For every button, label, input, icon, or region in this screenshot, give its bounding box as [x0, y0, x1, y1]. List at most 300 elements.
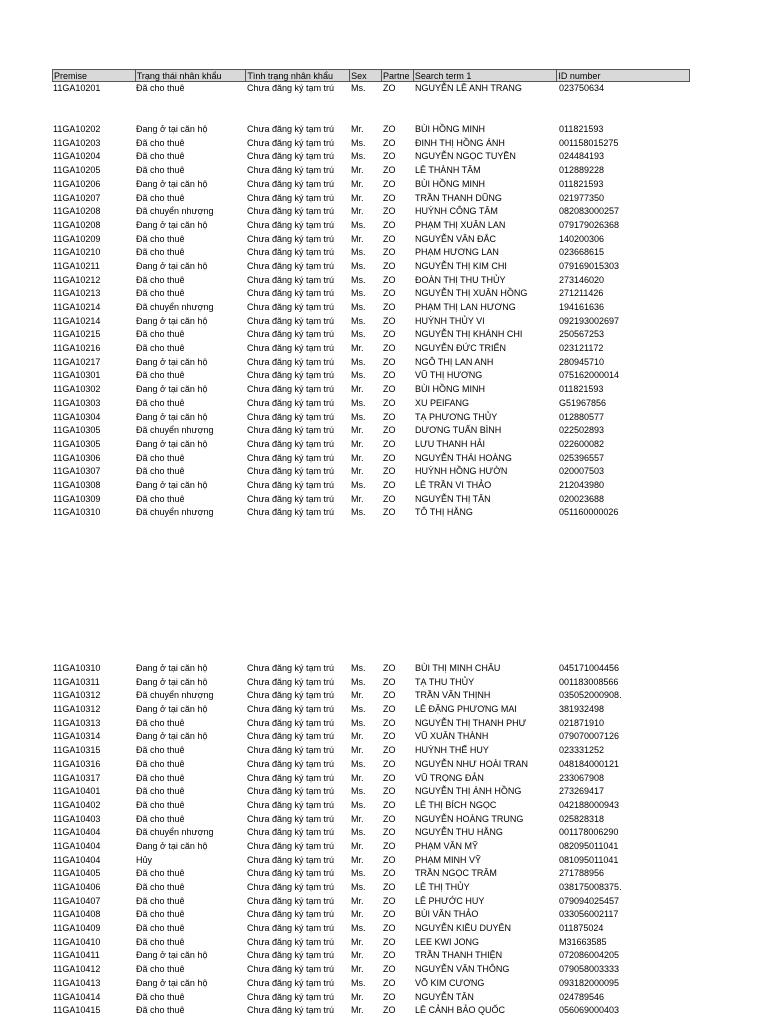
residency-status-cell: Đã cho thuê: [136, 786, 185, 797]
name-cell: XU PEIFANG: [415, 397, 470, 408]
registration-status-cell: Chưa đăng ký tạm trú: [247, 124, 335, 135]
residency-status-cell: Đã cho thuê: [136, 397, 185, 408]
table-row: [52, 922, 690, 936]
table-row: [52, 936, 690, 950]
id-number-cell: 079070007126: [559, 731, 620, 742]
registration-status-cell: Chưa đăng ký tạm trú: [247, 438, 335, 449]
id-number-cell: 020007503: [559, 466, 605, 477]
sex-cell: Mr.: [351, 895, 364, 906]
sex-cell: Mr.: [351, 991, 364, 1002]
registration-status-cell: Chưa đăng ký tạm trú: [247, 909, 335, 920]
registration-status-cell: Chưa đăng ký tạm trú: [247, 964, 335, 975]
premise-cell: 11GA10411: [53, 950, 100, 961]
table-row: [52, 301, 690, 315]
table-row: [52, 813, 690, 827]
id-number-cell: 042188000943: [559, 799, 620, 810]
id-number-cell: 082095011041: [559, 840, 619, 851]
sex-cell: Mr.: [351, 731, 364, 742]
premise-cell: 11GA10217: [53, 356, 101, 367]
table-row: [52, 178, 690, 192]
registration-status-cell: Chưa đăng ký tạm trú: [247, 260, 335, 271]
registration-status-cell: Chưa đăng ký tạm trú: [247, 233, 335, 244]
premise-cell: 11GA10308: [53, 479, 101, 490]
name-cell: VŨ TRỌNG ĐẢN: [415, 772, 484, 783]
premise-cell: 11GA10211: [53, 260, 100, 271]
name-cell: NGUYỄN THỊ THANH PHƯ: [415, 717, 527, 728]
table-row: [52, 438, 690, 452]
id-number-cell: G51967856: [559, 397, 607, 408]
sex-cell: Mr.: [351, 772, 364, 783]
premise-cell: 11GA10404: [53, 827, 101, 838]
sex-cell: Mr.: [351, 466, 364, 477]
partner-cell: ZO: [383, 288, 396, 299]
registration-status-cell: Chưa đăng ký tạm trú: [247, 151, 335, 162]
table-row: [52, 219, 690, 233]
table-row: [52, 867, 690, 881]
table-row: [52, 949, 690, 963]
id-number-cell: 250567253: [559, 329, 605, 340]
name-cell: BÙI HỒNG MINH: [415, 178, 486, 189]
partner-cell: ZO: [383, 1005, 396, 1016]
table-row: [52, 1004, 690, 1018]
registration-status-cell: Chưa đăng ký tạm trú: [247, 165, 335, 176]
residency-status-cell: Đang ở tại căn hộ: [136, 260, 208, 271]
partner-cell: ZO: [383, 233, 396, 244]
premise-cell: 11GA10310: [53, 663, 101, 673]
name-cell: DƯƠNG TUẤN BÌNH: [415, 425, 502, 436]
registration-status-cell: Chưa đăng ký tạm trú: [247, 758, 335, 769]
sex-cell: Mr.: [351, 384, 364, 395]
id-number-cell: 011875024: [559, 923, 604, 934]
sex-cell: Mr.: [351, 690, 364, 701]
premise-cell: 11GA10302: [53, 384, 101, 395]
id-number-cell: 056069000403: [559, 1005, 620, 1016]
name-cell: TRẦN THANH THIỆN: [415, 950, 503, 961]
id-number-cell: 194161636: [559, 302, 605, 312]
name-cell: NGÔ THỊ LAN ANH: [415, 356, 494, 367]
sex-cell: Mr.: [351, 745, 364, 756]
residency-status-cell: Đã cho thuê: [136, 83, 185, 93]
partner-cell: ZO: [383, 260, 396, 271]
sex-cell: Mr.: [351, 964, 364, 975]
premise-cell: 11GA10412: [53, 964, 101, 975]
id-number-cell: 021871910: [559, 717, 605, 728]
name-cell: HUỲNH HỒNG HƯỜN: [415, 466, 508, 477]
premise-cell: 11GA10315: [53, 745, 101, 756]
sex-cell: Ms.: [351, 247, 366, 258]
sex-cell: Mr.: [351, 854, 364, 865]
name-cell: LEE KWI JONG: [415, 936, 480, 947]
partner-cell: ZO: [383, 909, 396, 920]
partner-cell: ZO: [383, 83, 396, 93]
premise-cell: 11GA10404: [53, 840, 101, 851]
partner-cell: ZO: [383, 950, 396, 961]
blank-row: [52, 109, 690, 123]
name-cell: ĐINH THỊ HỒNG ÁNH: [415, 137, 505, 148]
id-number-cell: 093182000095: [559, 977, 620, 988]
sex-cell: Mr.: [351, 233, 364, 244]
id-number-cell: 079169015303: [559, 260, 620, 271]
sex-cell: Mr.: [351, 813, 364, 824]
sex-cell: Mr.: [351, 165, 364, 176]
sex-cell: Ms.: [351, 151, 366, 162]
premise-cell: 11GA10305: [53, 425, 101, 436]
residency-status-cell: Đang ở tại căn hộ: [136, 219, 208, 230]
header-premise: Premise: [53, 70, 136, 81]
partner-cell: ZO: [383, 479, 396, 490]
registration-status-cell: Chưa đăng ký tạm trú: [247, 704, 335, 715]
premise-cell: 11GA10208: [53, 219, 101, 230]
registration-status-cell: Chưa đăng ký tạm trú: [247, 83, 335, 93]
name-cell: NGUYỄN THỊ TÂN: [415, 493, 491, 504]
spreadsheet-block-1: [52, 69, 690, 520]
premise-cell: 11GA10317: [53, 772, 101, 783]
name-cell: BÙI HỒNG MINH: [415, 124, 486, 135]
partner-cell: ZO: [383, 438, 396, 449]
id-number-cell: 001183008566: [559, 676, 619, 687]
table-row: [52, 246, 690, 260]
id-number-cell: 038175008375.: [559, 882, 622, 892]
residency-status-cell: Đã cho thuê: [136, 923, 185, 934]
name-cell: NGUYỄN HOÀNG TRUNG: [415, 813, 524, 824]
table-row: [52, 881, 690, 895]
residency-status-cell: Đã cho thuê: [136, 758, 185, 769]
residency-status-cell: Đã cho thuê: [136, 936, 185, 947]
table-row: [52, 123, 690, 137]
name-cell: LÊ TRẦN VI THẢO: [415, 479, 492, 490]
residency-status-cell: Đã cho thuê: [136, 493, 185, 504]
id-number-cell: 075162000014: [559, 370, 620, 381]
partner-cell: ZO: [383, 165, 396, 176]
id-number-cell: 081095011041: [559, 854, 619, 865]
table-row: [52, 772, 690, 786]
registration-status-cell: Chưa đăng ký tạm trú: [247, 302, 335, 312]
premise-cell: 11GA10410: [53, 936, 101, 947]
name-cell: HUỲNH THỦY VI: [415, 315, 485, 326]
premise-cell: 11GA10403: [53, 813, 101, 824]
name-cell: VŨ XUÂN THÀNH: [415, 731, 489, 742]
name-cell: NGUYỄN NGỌC TUYỀN: [415, 151, 516, 162]
id-number-cell: 024484193: [559, 151, 605, 162]
registration-status-cell: Chưa đăng ký tạm trú: [247, 745, 335, 756]
id-number-cell: 140200306: [559, 233, 605, 244]
premise-cell: 11GA10401: [53, 786, 101, 797]
residency-status-cell: Đã chuyển nhượng: [136, 827, 214, 838]
table-row: [52, 744, 690, 758]
table-row: [52, 977, 690, 991]
residency-status-cell: Đã cho thuê: [136, 288, 185, 299]
premise-cell: 11GA10202: [53, 124, 101, 135]
name-cell: NGUYỄN THU HẰNG: [415, 827, 503, 838]
partner-cell: ZO: [383, 247, 396, 258]
table-row: [52, 689, 690, 703]
header-sex: Sex: [350, 70, 382, 81]
sex-cell: Mr.: [351, 452, 364, 463]
id-number-cell: 092193002697: [559, 315, 620, 326]
registration-status-cell: Chưa đăng ký tạm trú: [247, 343, 335, 354]
residency-status-cell: Đã cho thuê: [136, 247, 185, 258]
id-number-cell: 271211426: [559, 288, 604, 299]
id-number-cell: 273269417: [559, 786, 605, 797]
id-number-cell: 212043980: [559, 479, 605, 490]
residency-status-cell: Đã cho thuê: [136, 329, 185, 340]
registration-status-cell: Chưa đăng ký tạm trú: [247, 840, 335, 851]
partner-cell: ZO: [383, 206, 396, 217]
premise-cell: 11GA10306: [53, 452, 101, 463]
registration-status-cell: Chưa đăng ký tạm trú: [247, 219, 335, 230]
partner-cell: ZO: [383, 219, 396, 230]
table-row: [52, 662, 690, 676]
residency-status-cell: Đã cho thuê: [136, 137, 185, 148]
residency-status-cell: Đã cho thuê: [136, 452, 185, 463]
residency-status-cell: Đã cho thuê: [136, 909, 185, 920]
premise-cell: 11GA10307: [53, 466, 101, 477]
name-cell: LÊ CẢNH BẢO QUỐC: [415, 1005, 506, 1016]
id-number-cell: 271788956: [559, 868, 605, 879]
name-cell: TÔ THỊ HẰNG: [415, 507, 473, 518]
registration-status-cell: Chưa đăng ký tạm trú: [247, 991, 335, 1002]
name-cell: PHẠM THỊ XUÂN LAN: [415, 219, 506, 230]
premise-cell: 11GA10213: [53, 288, 101, 299]
id-number-cell: 079058003333: [559, 964, 620, 975]
table-row: [52, 854, 690, 868]
partner-cell: ZO: [383, 704, 396, 715]
partner-cell: ZO: [383, 690, 396, 701]
partner-cell: ZO: [383, 977, 396, 988]
id-number-cell: 011821593: [559, 124, 604, 135]
name-cell: PHẠM MINH VỸ: [415, 854, 482, 865]
sex-cell: Ms.: [351, 329, 366, 340]
partner-cell: ZO: [383, 302, 396, 312]
partner-cell: ZO: [383, 452, 396, 463]
id-number-cell: 051160000026: [559, 507, 619, 518]
premise-cell: 11GA10305: [53, 438, 101, 449]
name-cell: PHẠM VĂN MỸ: [415, 840, 479, 851]
name-cell: NGUYỄN KIỀU DUYÊN: [415, 923, 512, 934]
table-row: [52, 991, 690, 1005]
residency-status-cell: Đã chuyển nhượng: [136, 507, 214, 518]
residency-status-cell: Đang ở tại căn hộ: [136, 438, 208, 449]
sex-cell: Ms.: [351, 356, 366, 367]
premise-cell: 11GA10312: [53, 704, 101, 715]
premise-cell: 11GA10405: [53, 868, 101, 879]
premise-cell: 11GA10206: [53, 178, 101, 189]
partner-cell: ZO: [383, 151, 396, 162]
premise-cell: 11GA10212: [53, 274, 101, 285]
name-cell: NGUYỄN TÂN: [415, 991, 474, 1002]
id-number-cell: 023750634: [559, 83, 605, 93]
residency-status-cell: Đã cho thuê: [136, 745, 185, 756]
residency-status-cell: Đã cho thuê: [136, 1005, 185, 1016]
name-cell: TRẦN NGỌC TRÂM: [415, 868, 497, 879]
sex-cell: Ms.: [351, 137, 366, 148]
table-row: [52, 164, 690, 178]
residency-status-cell: Đang ở tại căn hộ: [136, 977, 208, 988]
sex-cell: Ms.: [351, 302, 366, 312]
premise-cell: 11GA10201: [53, 83, 101, 93]
sex-cell: Ms.: [351, 479, 366, 490]
sex-cell: Mr.: [351, 178, 364, 189]
partner-cell: ZO: [383, 731, 396, 742]
registration-status-cell: Chưa đăng ký tạm trú: [247, 288, 335, 299]
residency-status-cell: Đang ở tại căn hộ: [136, 124, 208, 135]
sex-cell: Ms.: [351, 315, 366, 326]
name-cell: LÊ PHƯỚC HUY: [415, 895, 485, 906]
partner-cell: ZO: [383, 124, 396, 135]
residency-status-cell: Đang ở tại căn hộ: [136, 384, 208, 395]
registration-status-cell: Chưa đăng ký tạm trú: [247, 137, 335, 148]
partner-cell: ZO: [383, 507, 396, 518]
sex-cell: Mr.: [351, 192, 364, 203]
name-cell: NGUYỄN THÁI HOÀNG: [415, 452, 512, 463]
residency-status-cell: Đang ở tại căn hộ: [136, 676, 208, 687]
partner-cell: ZO: [383, 343, 396, 354]
partner-cell: ZO: [383, 411, 396, 422]
name-cell: TRẦN VĂN THỊNH: [415, 690, 491, 701]
id-number-cell: 021977350: [559, 192, 605, 203]
id-number-cell: 023668615: [559, 247, 605, 258]
registration-status-cell: Chưa đăng ký tạm trú: [247, 1005, 335, 1016]
table-row: [52, 137, 690, 151]
table-header-row: [52, 69, 690, 82]
partner-cell: ZO: [383, 425, 396, 436]
partner-cell: ZO: [383, 274, 396, 285]
premise-cell: 11GA10215: [53, 329, 101, 340]
residency-status-cell: Hủy: [136, 854, 153, 865]
residency-status-cell: Đã cho thuê: [136, 370, 185, 381]
table-row: [52, 150, 690, 164]
partner-cell: ZO: [383, 786, 396, 797]
sex-cell: Mr.: [351, 936, 364, 947]
residency-status-cell: Đã cho thuê: [136, 151, 185, 162]
residency-status-cell: Đang ở tại căn hộ: [136, 356, 208, 367]
sex-cell: Ms.: [351, 260, 366, 271]
registration-status-cell: Chưa đăng ký tạm trú: [247, 786, 335, 797]
sex-cell: Ms.: [351, 799, 366, 810]
sex-cell: Ms.: [351, 370, 366, 381]
premise-cell: 11GA10309: [53, 493, 101, 504]
premise-cell: 11GA10413: [53, 977, 101, 988]
partner-cell: ZO: [383, 772, 396, 783]
registration-status-cell: Chưa đăng ký tạm trú: [247, 717, 335, 728]
sex-cell: Ms.: [351, 923, 366, 934]
premise-cell: 11GA10208: [53, 206, 101, 217]
premise-cell: 11GA10310: [53, 507, 101, 518]
sex-cell: Mr.: [351, 1005, 364, 1016]
partner-cell: ZO: [383, 964, 396, 975]
premise-cell: 11GA10408: [53, 909, 101, 920]
sex-cell: Ms.: [351, 507, 366, 518]
table-row: [52, 465, 690, 479]
header-residency-status: Trạng thái nhân khẩu: [136, 70, 247, 81]
registration-status-cell: Chưa đăng ký tạm trú: [247, 315, 335, 326]
residency-status-cell: Đã cho thuê: [136, 274, 185, 285]
id-number-cell: 022600082: [559, 438, 605, 449]
premise-cell: 11GA10205: [53, 165, 101, 176]
table-row: [52, 342, 690, 356]
premise-cell: 11GA10409: [53, 923, 101, 934]
residency-status-cell: Đang ở tại căn hộ: [136, 950, 208, 961]
name-cell: NGUYỄN NHƯ HOÀI TRAN: [415, 758, 529, 769]
registration-status-cell: Chưa đăng ký tạm trú: [247, 663, 335, 673]
partner-cell: ZO: [383, 663, 396, 673]
table-row: [52, 315, 690, 329]
partner-cell: ZO: [383, 192, 396, 203]
residency-status-cell: Đã cho thuê: [136, 165, 185, 176]
table-row: [52, 452, 690, 466]
table-row: [52, 287, 690, 301]
registration-status-cell: Chưa đăng ký tạm trú: [247, 923, 335, 934]
sex-cell: Ms.: [351, 288, 366, 299]
sex-cell: Ms.: [351, 83, 366, 93]
table-row: [52, 758, 690, 772]
registration-status-cell: Chưa đăng ký tạm trú: [247, 356, 335, 367]
registration-status-cell: Chưa đăng ký tạm trú: [247, 397, 335, 408]
table-row: [52, 717, 690, 731]
id-number-cell: 072086004205: [559, 950, 620, 961]
sex-cell: Mr.: [351, 438, 364, 449]
premise-cell: 11GA10311: [53, 676, 100, 687]
premise-cell: 11GA10214: [53, 315, 101, 326]
id-number-cell: 273146020: [559, 274, 605, 285]
partner-cell: ZO: [383, 137, 396, 148]
id-number-cell: 001158015275: [559, 137, 619, 148]
name-cell: BÙI HỒNG MINH: [415, 384, 486, 395]
table-row: [52, 397, 690, 411]
blank-row: [52, 96, 690, 110]
partner-cell: ZO: [383, 799, 396, 810]
table-row: [52, 205, 690, 219]
residency-status-cell: Đã cho thuê: [136, 882, 185, 892]
registration-status-cell: Chưa đăng ký tạm trú: [247, 274, 335, 285]
table-row: [52, 424, 690, 438]
registration-status-cell: Chưa đăng ký tạm trú: [247, 895, 335, 906]
name-cell: NGUYỄN ĐỨC TRIỂN: [415, 343, 507, 354]
registration-status-cell: Chưa đăng ký tạm trú: [247, 882, 335, 892]
name-cell: BÙI THỊ MINH CHÂU: [415, 663, 501, 673]
table-row: [52, 785, 690, 799]
id-number-cell: 033056002117: [559, 909, 619, 920]
residency-status-cell: Đã chuyển nhượng: [136, 206, 214, 217]
table-body-2: [52, 662, 690, 1018]
partner-cell: ZO: [383, 745, 396, 756]
residency-status-cell: Đang ở tại căn hộ: [136, 411, 208, 422]
premise-cell: 11GA10312: [53, 690, 101, 701]
partner-cell: ZO: [383, 936, 396, 947]
premise-cell: 11GA10407: [53, 895, 101, 906]
id-number-cell: 012889228: [559, 165, 605, 176]
premise-cell: 11GA10207: [53, 192, 101, 203]
id-number-cell: 280945710: [559, 356, 605, 367]
id-number-cell: 025396557: [559, 452, 605, 463]
header-registration-status: Tình trạng nhân khẩu: [246, 70, 350, 81]
partner-cell: ZO: [383, 370, 396, 381]
residency-status-cell: Đang ở tại căn hộ: [136, 731, 208, 742]
premise-cell: 11GA10404: [53, 854, 101, 865]
premise-cell: 11GA10204: [53, 151, 101, 162]
sex-cell: Ms.: [351, 411, 366, 422]
id-number-cell: 045171004456: [559, 663, 620, 673]
partner-cell: ZO: [383, 315, 396, 326]
id-number-cell: 001178006290: [559, 827, 619, 838]
residency-status-cell: Đã chuyển nhượng: [136, 690, 214, 701]
residency-status-cell: Đã cho thuê: [136, 964, 185, 975]
registration-status-cell: Chưa đăng ký tạm trú: [247, 772, 335, 783]
residency-status-cell: Đang ở tại căn hộ: [136, 704, 208, 715]
residency-status-cell: Đã cho thuê: [136, 343, 185, 354]
header-partner: Partne: [382, 70, 414, 81]
name-cell: HUỲNH CÔNG TÂM: [415, 206, 498, 217]
